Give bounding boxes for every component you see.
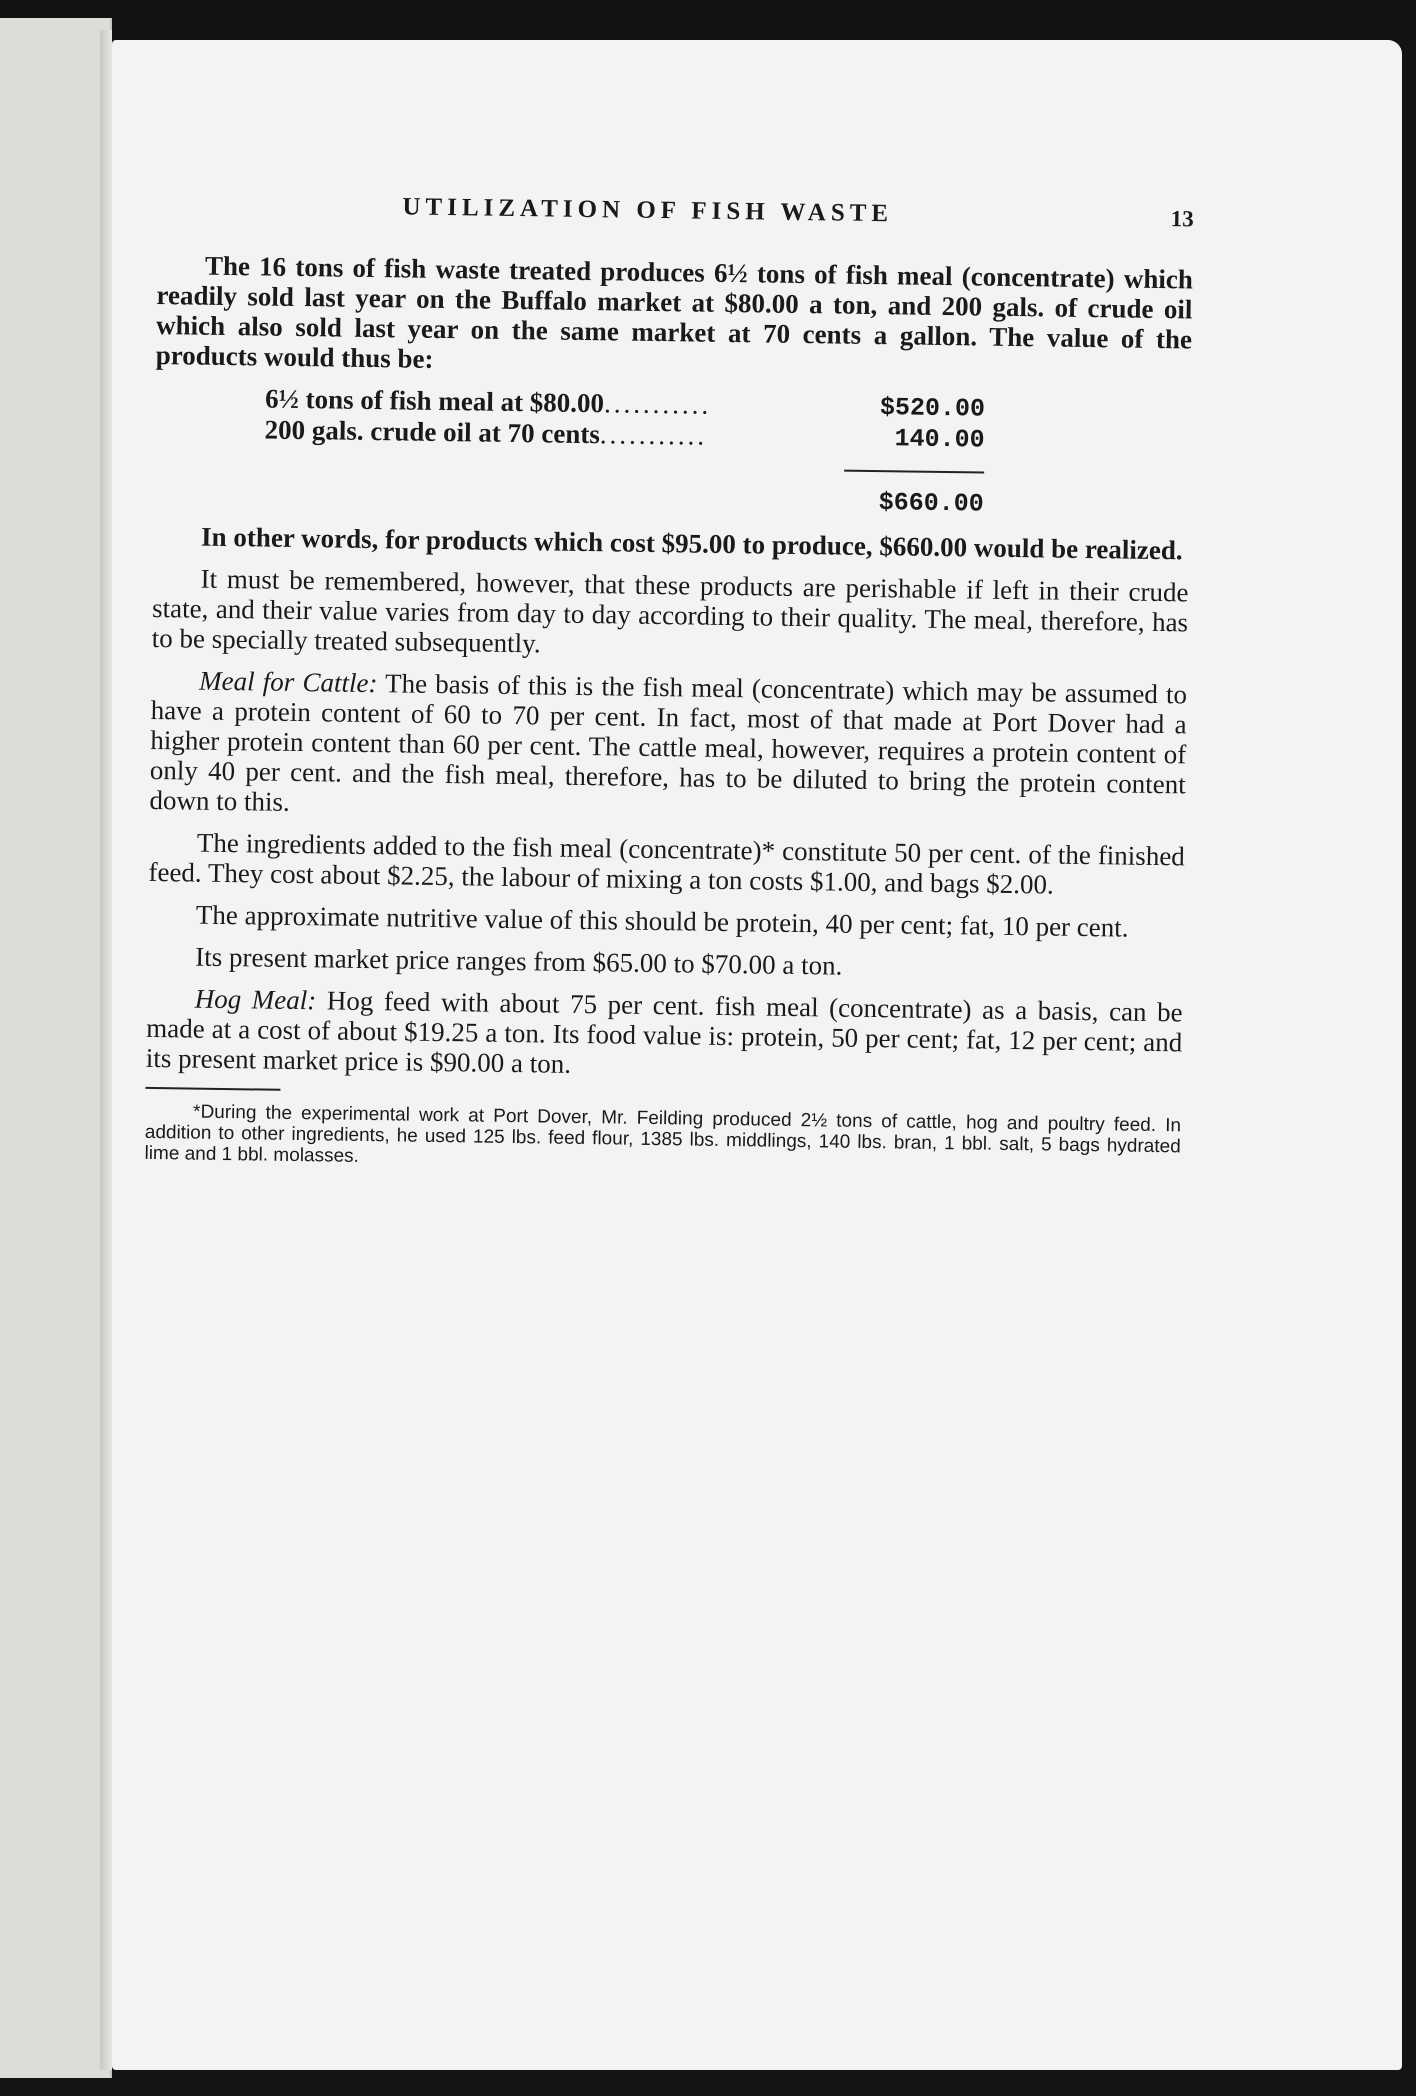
- paragraph-products: The 16 tons of fish waste treated produces 6½ tons of fish meal (concentrate) which readily sold last year on the Buffalo market at $80.00 a ton, and 200 gals. of crude oil which also sold last year on the same market at 70 cents a gallon. The value of the products would thus be:: [155, 250, 1194, 374]
- paragraph-hog-meal: [146, 983, 1183, 1087]
- paragraph-meal-for-cattle: [149, 665, 1187, 829]
- calc-label: 200 gals. crude oil at 70 cents: [264, 414, 601, 450]
- footnote: *During the experimental work at Port Dover, Mr. Feilding produced 2½ tons of cattle, hog and poultry feed. In addition to other ingredients, he used 125 lbs. feed flour, 1385 lbs. middlings, 140 lbs. bran, 1 bbl. salt, 5 bags hydrated lime and 1 bbl. molasses.: [144, 1101, 1182, 1167]
- calc-total: $660.00: [878, 488, 984, 519]
- calc-amount: $520.00: [879, 393, 986, 424]
- footnote-rule: [145, 1087, 280, 1091]
- running-title: UTILIZATION OF FISH WASTE: [402, 193, 894, 228]
- paragraph-text: Hog feed with about 75 per cent. fish meal (concentrate) as a basis, can be made at a cost of about $19.25 a ton. Its food value is: protein, 50 per cent; fat, 12 per cent; and its present market price is $90.00 a ton.: [145, 985, 1183, 1079]
- page-content: [144, 190, 1193, 1178]
- calc-sum-rule: [844, 470, 984, 474]
- value-calculation: [264, 384, 986, 519]
- facing-page-edge: [0, 18, 112, 2078]
- section-lead-cattle: Meal for Cattle:: [198, 665, 378, 699]
- paragraph-ingredients: The ingredients added to the fish meal (concentrate)* constitute 50 per cent. of the finished feed. They cost about $2.25, the labour of mixing a ton costs $1.00, and bags $2.00.: [148, 827, 1186, 900]
- paragraph-market-price: Its present market price ranges from $65.00 to $70.00 a ton.: [195, 941, 843, 981]
- paragraph-perishable: It must be remembered, however, that these products are perishable if left in their crude state, and their value varies from day to day according to their quality. The meal, therefore, has to be specially treated subsequently.: [151, 563, 1189, 659]
- calc-leader-dots: ...........: [599, 419, 708, 451]
- paragraph-text: The basis of this is the fish meal (concentrate) which may be assumed to have a protein content of 60 to 70 per cent. In fact, most of that made at Port Dover had a higher protein content than 60 per cent. The cattle meal, however, requires a protein content of only 40 per cent. and the fish meal, therefore, has to be diluted to bring the protein content down to this.: [149, 668, 1188, 817]
- page-number: 13: [1170, 206, 1194, 232]
- paragraph-nutritive-value: The approximate nutritive value of this should be protein, 40 per cent; fat, 10 per cent.: [195, 899, 1129, 943]
- paragraph-realized: In other words, for products which cost $95.00 to produce, $660.00 would be realized.: [200, 521, 1183, 566]
- scan-top-border: [0, 0, 1416, 40]
- calc-leader-dots: ...........: [603, 388, 712, 420]
- calc-amount: 140.00: [894, 424, 985, 455]
- calc-label: 6½ tons of fish meal at $80.00: [264, 383, 605, 419]
- binding-shadow: [100, 30, 112, 2070]
- section-lead-hog: Hog Meal:: [194, 983, 317, 1016]
